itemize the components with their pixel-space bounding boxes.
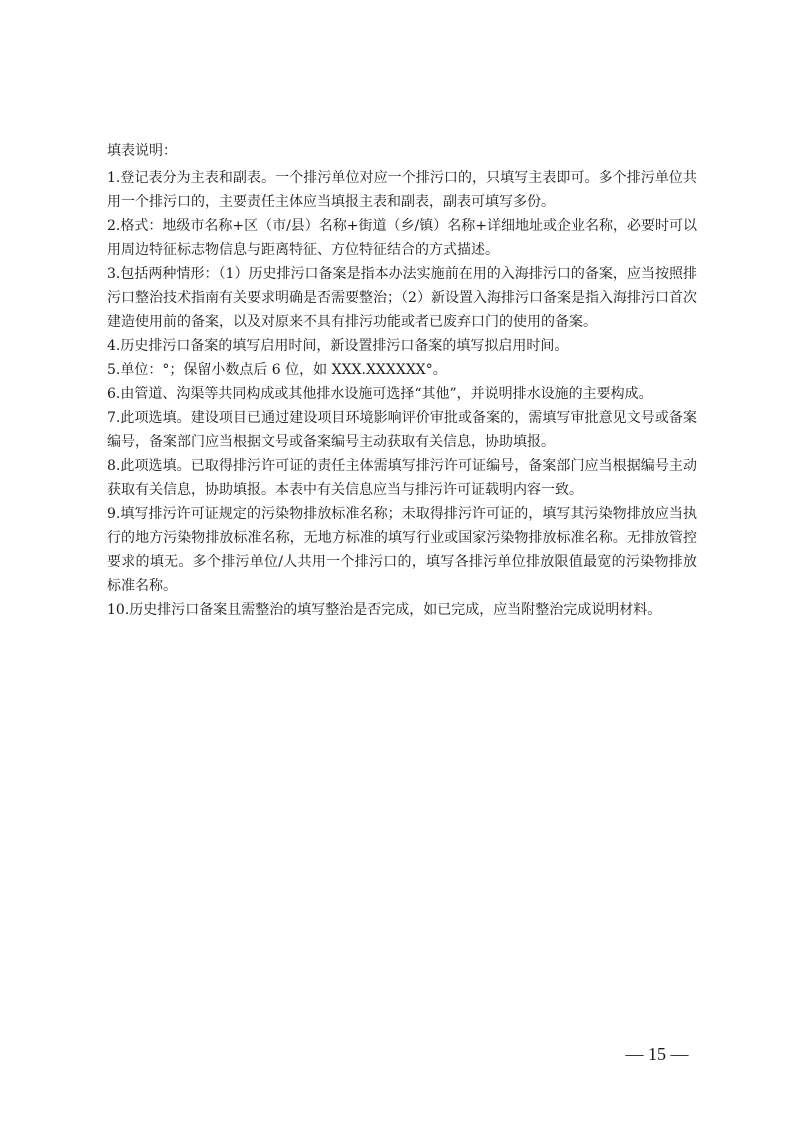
instruction-note-4: 4.历史排污口备案的填写启用时间，新设置排污口备案的填写拟启用时间。 bbox=[107, 338, 569, 354]
instruction-note-8: 8.此项选填。已取得排污许可证的责任主体需填写排污许可证编号，备案部门应当根据编号主动获取有关信息，协助填报。本表中有关信息应当与排污许可证载明内容一致。 bbox=[107, 458, 697, 498]
instructions-heading: 填表说明： bbox=[107, 143, 177, 159]
instruction-note-5: 5.单位：°；保留小数点后 6 位，如 XXX.XXXXXX°。 bbox=[107, 362, 447, 378]
instruction-note-9: 9.填写排污许可证规定的污染物排放标准名称；未取得排污许可证的，填写其污染物排放应当执行的地方污染物排放标准名称，无地方标准的填写行业或国家污染物排放标准名称。无排放管控要求的填无。多个排污单位/人共用一个排污口的，填写各排污单位排放限值最宽的污染物排放标准名称。 bbox=[107, 506, 697, 594]
instruction-note-1: 1.登记表分为主表和副表。一个排污单位对应一个排污口的，只填写主表即可。多个排污单位共用一个排污口的，主要责任主体应当填报主表和副表，副表可填写多份。 bbox=[107, 170, 697, 210]
page-number: — 15 — bbox=[625, 1044, 689, 1064]
instructions-section bbox=[107, 140, 697, 622]
instructions-list bbox=[107, 166, 697, 622]
instruction-note-7: 7.此项选填。建设项目已通过建设项目环境影响评价审批或备案的，需填写审批意见文号或备案编号，备案部门应当根据文号或备案编号主动获取有关信息，协助填报。 bbox=[107, 410, 697, 450]
instruction-note-2: 2.格式：地级市名称+区（市/县）名称+街道（乡/镇）名称+详细地址或企业名称，必要时可以用周边特征标志物信息与距离特征、方位特征结合的方式描述。 bbox=[107, 218, 697, 258]
instruction-note-10: 10.历史排污口备案且需整治的填写整治是否完成，如已完成，应当附整治完成说明材料。 bbox=[107, 602, 662, 618]
instruction-note-3: 3.包括两种情形：（1）历史排污口备案是指本办法实施前在用的入海排污口的备案，应当按照排污口整治技术指南有关要求明确是否需要整治；（2）新设置入海排污口备案是指入海排污口首次建造使用前的备案，以及对原来不具有排污功能或者已废弃口门的使用的备案。 bbox=[107, 266, 697, 330]
instruction-note-6: 6.由管道、沟渠等共同构成或其他排水设施可选择“其他”，并说明排水设施的主要构成。 bbox=[107, 386, 653, 402]
